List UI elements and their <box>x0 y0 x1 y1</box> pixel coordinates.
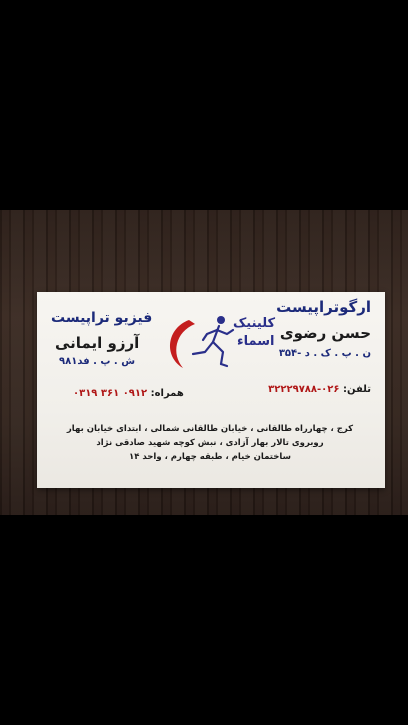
mobile-number: ۰۹۱۲ ۳۶۱ ۰۳۱۹ <box>73 388 148 399</box>
phone-number: ۰۲۶-۳۲۲۲۹۷۸۸ <box>268 384 340 395</box>
left-job-title: فیزیو تراپیست <box>51 310 153 326</box>
right-job-title: ارگوتراپیست <box>276 298 371 316</box>
clinic-name-line1: کلینیک <box>233 316 276 331</box>
clinic-name-line2: اسماء <box>237 334 275 349</box>
runner-figure <box>193 316 233 366</box>
phone-line <box>268 384 371 395</box>
address-line-1: کرج ، چهارراه طالقانی ، خیابان طالقانی شمالی ، ابتدای خیابان بهار <box>66 424 354 434</box>
business-card <box>37 292 385 488</box>
left-person-name: آرزو ایمانی <box>55 334 140 352</box>
logo-red-arc <box>170 320 195 368</box>
address-block <box>45 422 375 464</box>
right-license-number: ن . پ . ک . د -۳۵۴ <box>278 348 371 359</box>
address-line-2: روبروی تالار بهار آزادی ، نبش کوچه شهید صادقی نژاد <box>96 438 324 448</box>
mobile-line <box>73 388 184 399</box>
photo-background <box>0 210 408 515</box>
right-person-name: حسن رضوی <box>279 324 371 342</box>
phone-label: تلفن: <box>342 384 371 395</box>
left-license-number: ش . پ . فد۹۸۱ <box>59 356 136 367</box>
address-line-3: ساختمان خیام ، طبقه چهارم ، واحد ۱۴ <box>129 452 291 462</box>
mobile-label: همراه: <box>150 388 184 399</box>
